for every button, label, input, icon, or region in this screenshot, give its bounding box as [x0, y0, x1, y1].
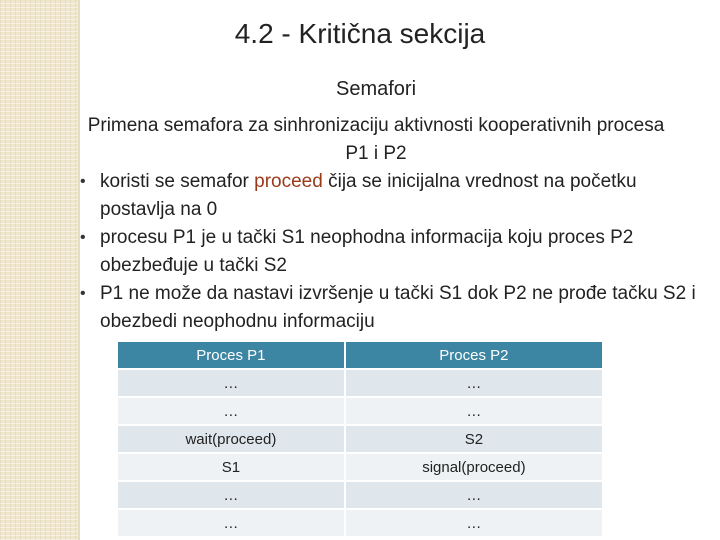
- table-row: [118, 454, 602, 480]
- bullet-text: koristi se semafor: [100, 171, 255, 192]
- table-header-row: [118, 342, 602, 368]
- bullet-list: [78, 168, 708, 336]
- table-cell: …: [346, 510, 602, 536]
- slide-title: 4.2 - Kritična sekcija: [234, 18, 486, 49]
- bullet-text: P1 ne može da nastavi izvršenje u tački S1 dok P2 ne prođe tačku S2 i obezbedi neophodnu informaciju: [100, 283, 696, 332]
- bullet-highlight: proceed: [254, 171, 323, 192]
- bullet-icon: •: [80, 229, 86, 246]
- table-cell: …: [118, 482, 344, 508]
- bullet-icon: •: [80, 285, 86, 302]
- bullet-icon: •: [80, 173, 86, 190]
- table-cell: …: [346, 370, 602, 396]
- bullet-item: [78, 168, 708, 224]
- bullet-item: [78, 280, 708, 336]
- table-row: [118, 510, 602, 536]
- table-cell: wait(proceed): [118, 426, 344, 452]
- table-row: [118, 398, 602, 424]
- table-cell: signal(proceed): [346, 454, 602, 480]
- bullet-text: procesu P1 je u tački S1 neophodna informacija koju proces P2 obezbeđuje u tački S2: [100, 227, 634, 276]
- table-cell: …: [346, 482, 602, 508]
- table-row: [118, 482, 602, 508]
- table-cell: …: [118, 370, 344, 396]
- table-cell: S1: [118, 454, 344, 480]
- intro-text: Primena semafora za sinhronizaciju aktivnosti kooperativnih procesa P1 i P2: [87, 115, 665, 164]
- table-cell: S2: [346, 426, 602, 452]
- table-cell: …: [118, 510, 344, 536]
- process-table: [116, 340, 604, 538]
- column-header-p1: Proces P1: [118, 342, 344, 368]
- table-cell: …: [346, 398, 602, 424]
- table-row: [118, 370, 602, 396]
- table-cell: …: [118, 398, 344, 424]
- column-header-p2: Proces P2: [346, 342, 602, 368]
- slide-subtitle: Semafori: [335, 78, 417, 100]
- bullet-text: čija se inicijalna vrednost na početku postavlja na 0: [100, 171, 637, 220]
- bullet-item: [78, 224, 708, 280]
- table-row: [118, 426, 602, 452]
